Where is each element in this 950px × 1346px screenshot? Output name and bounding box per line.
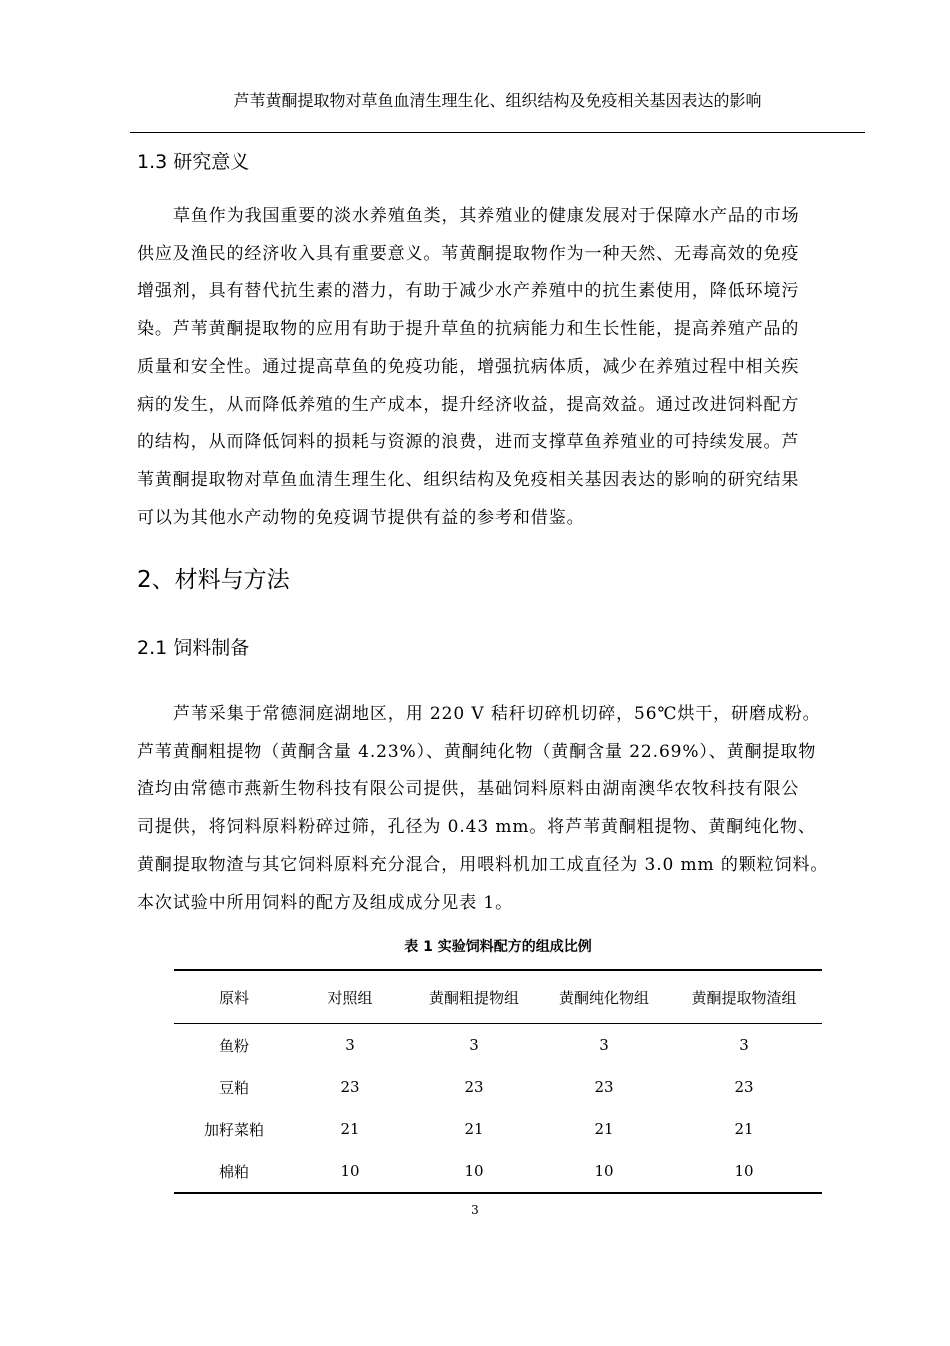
table-cell: 3 <box>739 1036 749 1054</box>
table-cell: 10 <box>464 1162 484 1180</box>
table-cell: 23 <box>734 1078 754 1096</box>
table-row <box>174 1024 822 1067</box>
table-row <box>174 1150 822 1193</box>
table-row <box>174 1108 822 1150</box>
paragraph-line: 质量和安全性。通过提高草鱼的免疫功能，增强抗病体质，减少在养殖过程中相关疾 <box>137 356 800 377</box>
table-cell: 21 <box>734 1120 754 1138</box>
paragraph-line: 司提供，将饲料原料粉碎过筛，孔径为 0.43 mm。将芦苇黄酮粗提物、黄酮纯化物、 <box>137 817 816 838</box>
table-cell: 23 <box>594 1078 614 1096</box>
paragraph-line: 病的发生，从而降低养殖的生产成本，提升经济收益，提高效益。通过改进饲料配方 <box>137 394 800 415</box>
paragraph-line: 黄酮提取物渣与其它饲料原料充分混合，用喂料机加工成直径为 3.0 mm 的颗粒饲料。 <box>137 854 829 875</box>
section-heading-2-1: 2.1 饲料制备 <box>137 637 250 659</box>
table-cell: 鱼粉 <box>218 1036 249 1055</box>
section-heading-1-3: 1.3 研究意义 <box>137 151 250 173</box>
paragraph-line: 的结构，从而降低饲料的损耗与资源的浪费，进而支撑草鱼养殖业的可持续发展。芦 <box>137 432 800 453</box>
column-header: 黄酮提取物渣组 <box>666 970 822 1024</box>
table-caption: 表 1 实验饲料配方的组成比例 <box>404 939 592 955</box>
table-cell: 23 <box>464 1078 484 1096</box>
table-cell: 10 <box>734 1162 754 1180</box>
paragraph-line: 可以为其他水产动物的免疫调节提供有益的参考和借鉴。 <box>137 507 585 528</box>
column-header: 对照组 <box>294 970 406 1024</box>
section-heading-2: 2、材料与方法 <box>137 567 290 593</box>
paragraph-line: 草鱼作为我国重要的淡水养殖鱼类，其养殖业的健康发展对于保障水产品的市场 <box>173 206 800 226</box>
table-cell: 21 <box>340 1120 360 1138</box>
table-cell: 棉粕 <box>218 1162 249 1181</box>
table-cell: 3 <box>469 1036 479 1054</box>
paragraph-feed-preparation <box>137 696 859 922</box>
table-cell: 21 <box>464 1120 484 1138</box>
paragraph-line: 本次试验中所用饲料的配方及组成成分见表 1。 <box>137 892 514 913</box>
table-cell: 10 <box>340 1162 360 1180</box>
paragraph-line: 芦苇黄酮粗提物（黄酮含量 4.23%）、黄酮纯化物（黄酮含量 22.69%）、黄酮提取物 <box>137 741 817 762</box>
table-header-row <box>174 970 822 1024</box>
header-divider <box>130 132 865 133</box>
paragraph-line: 苇黄酮提取物对草鱼血清生理生化、组织结构及免疫相关基因表达的影响的研究结果 <box>137 469 800 490</box>
column-header: 黄酮纯化物组 <box>542 970 666 1024</box>
table-cell: 3 <box>345 1036 355 1054</box>
column-header: 原料 <box>174 970 294 1024</box>
page-number: 3 <box>471 1203 479 1217</box>
column-header: 黄酮粗提物组 <box>406 970 542 1024</box>
table-cell: 10 <box>594 1162 614 1180</box>
paragraph-line: 供应及渔民的经济收入具有重要意义。苇黄酮提取物作为一种天然、无毒高效的免疫 <box>137 243 800 264</box>
paragraph-line: 染。芦苇黄酮提取物的应用有助于提升草鱼的抗病能力和生长性能，提高养殖产品的 <box>137 319 800 340</box>
running-header: 芦苇黄酮提取物对草鱼血清生理生化、组织结构及免疫相关基因表达的影响 <box>233 91 762 110</box>
table-cell: 豆粕 <box>218 1078 249 1097</box>
table-row <box>174 1066 822 1108</box>
table-cell: 21 <box>594 1120 614 1138</box>
feed-formula-table <box>174 969 822 1194</box>
table-cell: 3 <box>599 1036 609 1054</box>
paragraph-research-significance <box>137 198 859 537</box>
paragraph-line: 渣均由常德市燕新生物科技有限公司提供，基础饲料原料由湖南澳华农牧科技有限公 <box>137 779 800 800</box>
paragraph-line: 增强剂，具有替代抗生素的潜力，有助于减少水产养殖中的抗生素使用，降低环境污 <box>137 281 800 302</box>
table-cell: 加籽菜粕 <box>203 1120 264 1139</box>
paragraph-line: 芦苇采集于常德洞庭湖地区，用 220 V 秸秆切碎机切碎，56℃烘干，研磨成粉。 <box>173 704 821 724</box>
table-cell: 23 <box>340 1078 360 1096</box>
